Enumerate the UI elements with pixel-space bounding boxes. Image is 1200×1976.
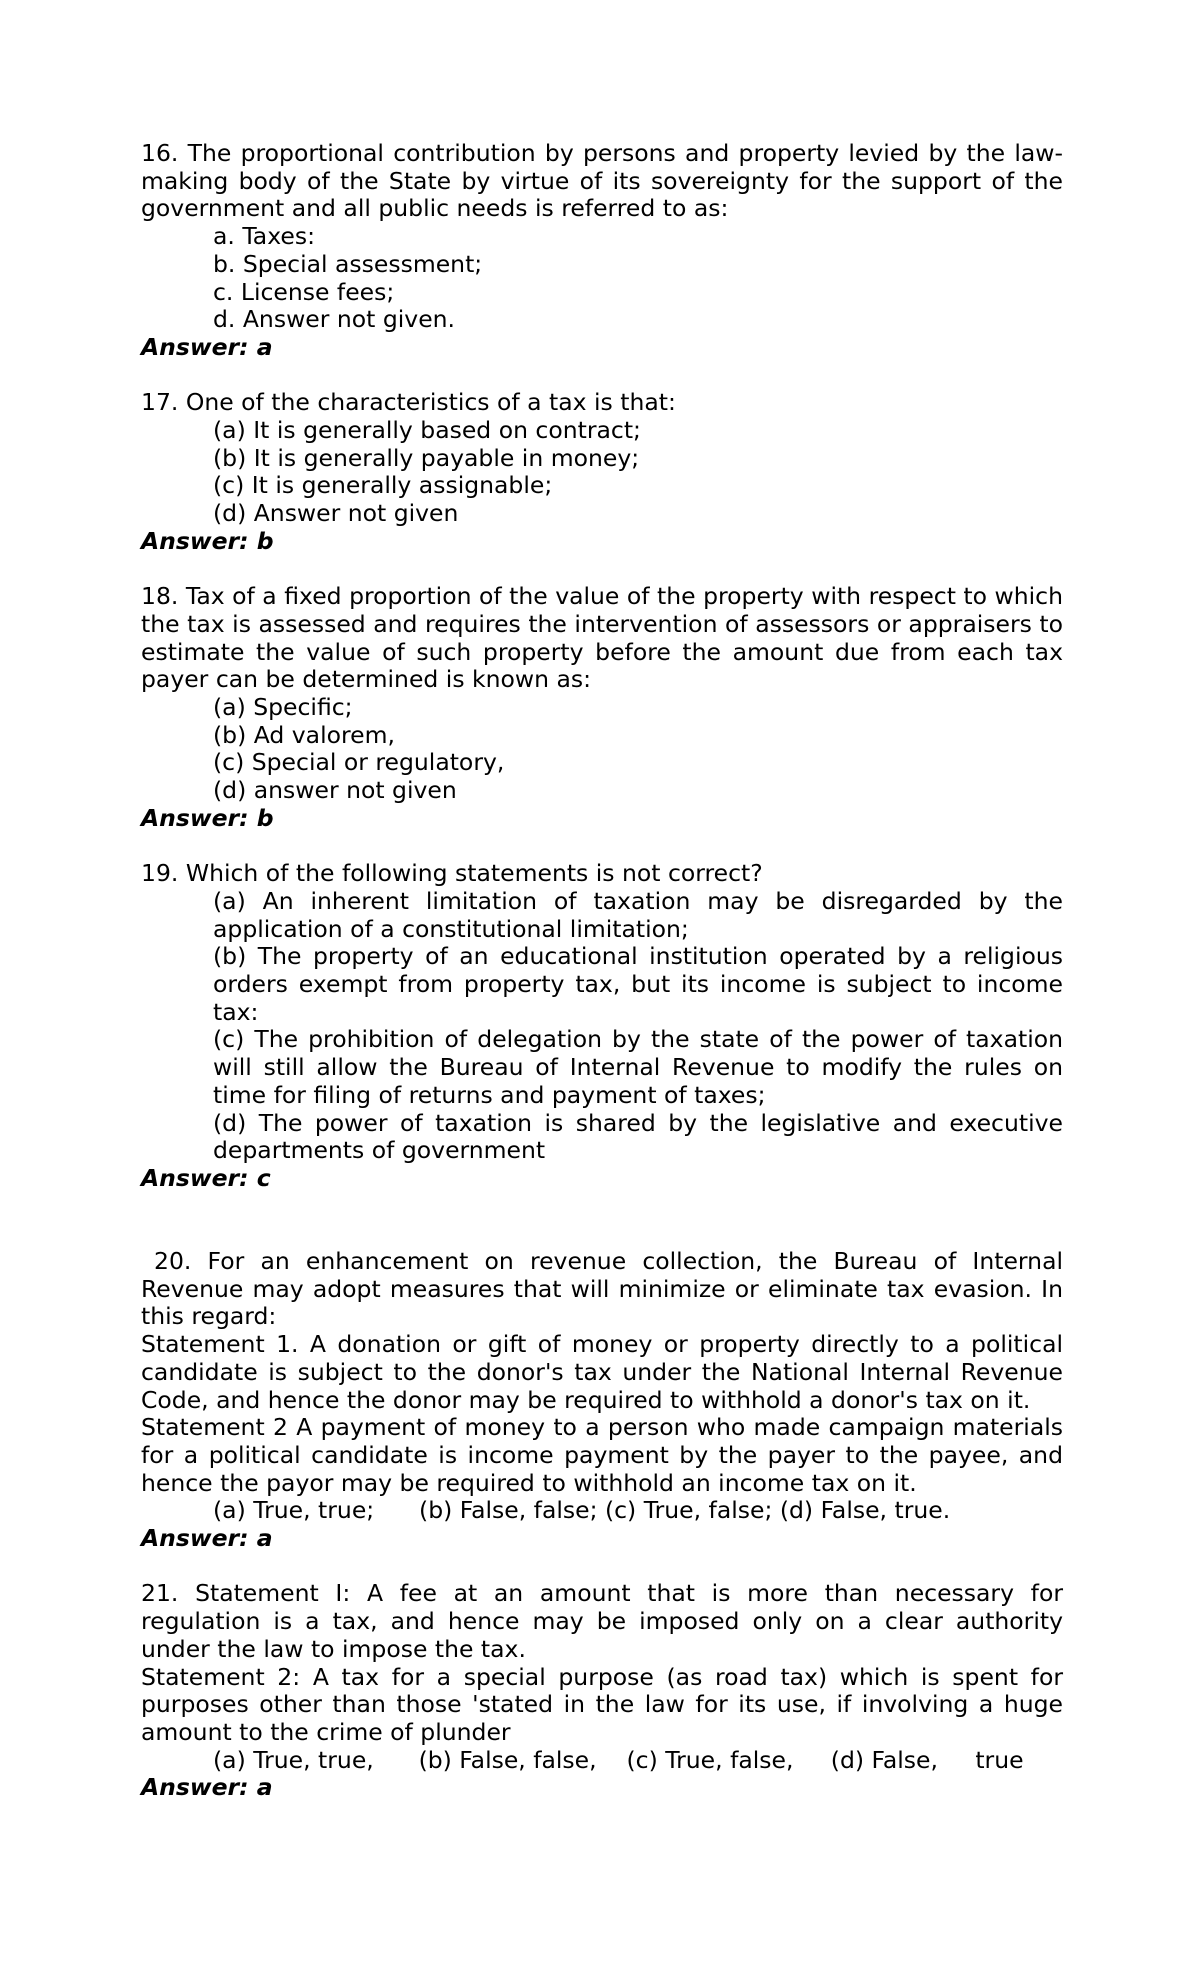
- question-text: 16. The proportional contribution by persons and property levied by the law-making body of the State by virtue of its sovereignty for the support of the government and all public needs is referred to as:: [141, 139, 1063, 223]
- question-text: 19. Which of the following statements is not correct?: [141, 859, 763, 888]
- option-a: (a) Specific;: [213, 693, 353, 722]
- option-c: (c) Special or regulatory,: [213, 748, 505, 777]
- option-d: d. Answer not given.: [213, 305, 456, 334]
- options-line: (a) True, true, (b) False, false, (c) True, false, (d) False, true: [213, 1745, 1024, 1774]
- options-list: [141, 694, 1063, 805]
- answer: Answer: b: [141, 526, 274, 555]
- option-a: (a) It is generally based on contract;: [213, 416, 641, 445]
- options-list: [141, 1747, 1063, 1775]
- answer: Answer: a: [141, 1773, 273, 1802]
- answer: Answer: c: [141, 1163, 271, 1192]
- document-page: [141, 140, 1063, 1830]
- answer: Answer: a: [141, 1524, 273, 1553]
- option-b: (b) It is generally payable in money;: [213, 443, 640, 472]
- question-20: [141, 1248, 1063, 1553]
- options-line: (a) True, true; (b) False, false; (c) True, false; (d) False, true.: [213, 1496, 951, 1525]
- options-list: [141, 888, 1063, 1165]
- question-text: 18. Tax of a fixed proportion of the value of the property with respect to which the tax is assessed and requires the intervention of assessors or appraisers to estimate the value of such property before the amount due from each tax payer can be determined is known as:: [141, 582, 1063, 694]
- options-list: [141, 1497, 1063, 1525]
- option-d: (d) Answer not given: [213, 499, 459, 528]
- answer: Answer: a: [141, 332, 273, 361]
- option-a: a. Taxes:: [213, 222, 316, 251]
- statement-2: Statement 2: A tax for a special purpose (as road tax) which is spent for purposes other than those 'stated in the law for its use, if involving a huge amount to the crime of plunder: [141, 1662, 1063, 1746]
- question-18: [141, 583, 1063, 832]
- statement-1: Statement 1. A donation or gift of money or property directly to a political candidate is subject to the donor's tax under the National Internal Revenue Code, and hence the donor may be required to withhold a donor's tax on it.: [141, 1330, 1063, 1414]
- question-text: 20. For an enhancement on revenue collection, the Bureau of Internal Revenue may adopt measures that will minimize or eliminate tax evasion. In this regard:: [141, 1247, 1063, 1331]
- option-b: (b) Ad valorem,: [213, 720, 395, 749]
- question-19: [141, 860, 1063, 1192]
- question-text: 17. One of the characteristics of a tax is that:: [141, 388, 676, 417]
- question-17: [141, 389, 1063, 555]
- question-21: [141, 1580, 1063, 1802]
- options-list: [141, 223, 1063, 334]
- answer: Answer: b: [141, 803, 274, 832]
- question-16: [141, 140, 1063, 362]
- option-c: (c) The prohibition of delegation by the state of the power of taxation will still allow the Bureau of Internal Revenue to modify the rules on time for filing of returns and payment of taxes;: [213, 1025, 1063, 1109]
- option-b: b. Special assessment;: [213, 249, 483, 278]
- spacer: [141, 1220, 1063, 1248]
- option-b: (b) The property of an educational institution operated by a religious orders exempt from property tax, but its income is subject to income tax:: [213, 942, 1063, 1026]
- option-a: (a) An inherent limitation of taxation may be disregarded by the application of a constitutional limitation;: [213, 886, 1063, 943]
- statement-2: Statement 2 A payment of money to a person who made campaign materials for a political candidate is income payment by the payer to the payee, and hence the payor may be required to withhold an income tax on it.: [141, 1413, 1063, 1497]
- option-c: c. License fees;: [213, 277, 395, 306]
- option-d: (d) answer not given: [213, 776, 457, 805]
- options-list: [141, 417, 1063, 528]
- option-c: (c) It is generally assignable;: [213, 471, 553, 500]
- option-d: (d) The power of taxation is shared by the legislative and executive departments of government: [213, 1108, 1063, 1165]
- question-text: 21. Statement I: A fee at an amount that is more than necessary for regulation is a tax, and hence may be imposed only on a clear authority under the law to impose the tax.: [141, 1579, 1063, 1663]
